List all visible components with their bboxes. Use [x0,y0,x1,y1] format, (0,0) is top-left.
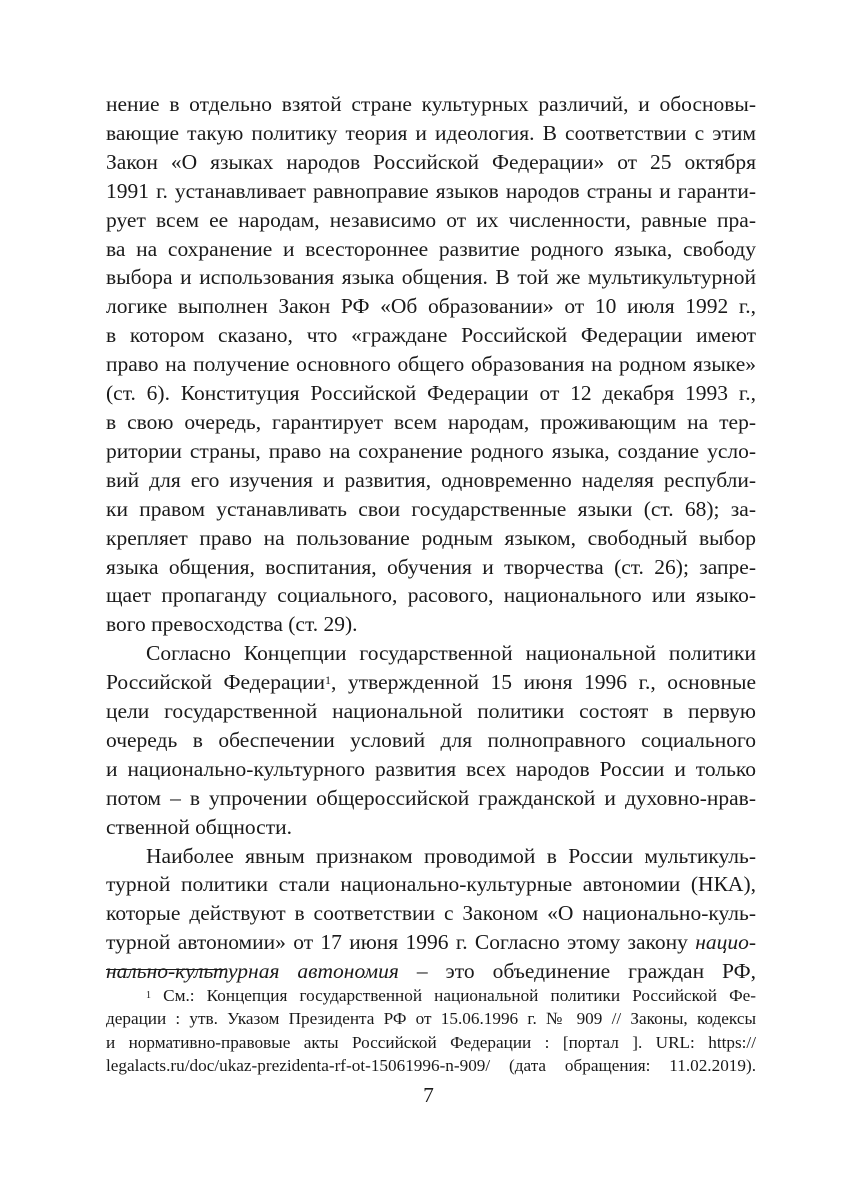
text-line: и национально-культурного развития всех народов России и только [106,756,756,781]
page-body [106,90,756,986]
footnote-line: legalacts.ru/doc/ukaz-prezidenta-rf-ot-15061996-n-909/ (дата обращения: 11.02.2019). [106,1056,756,1076]
page-number: 7 [423,1083,434,1107]
footnote-line: дерации : утв. Указом Президента РФ от 15.06.1996 г. № 909 // Законы, кодексы [106,1009,756,1029]
text-line: Согласно Концепции государственной национальной политики [146,641,756,666]
footnote-line: и нормативно-правовые акты Российской Федерации : [портал ]. URL: https:// [106,1032,756,1052]
text-line: ритории страны, право на сохранение родного языка, создание усло- [106,438,756,463]
italic-term: нацио- [695,930,757,955]
text-line: нение в отдельно взятой стране культурных различий, и обосновы- [106,92,756,116]
text-line: вий для его изучения и развития, одновременно наделяя республи- [106,467,756,492]
text-line: которые действуют в соответствии с Законом «О национально-куль- [106,901,756,926]
text-fragment: , утвержденной 15 июня 1996 г., основные [331,670,756,695]
footnote-separator [106,969,225,970]
text-line: в котором сказано, что «граждане Российской Федерации имеют [106,323,756,348]
text-line: вого превосходства (ст. 29). [106,612,358,637]
text-line: право на получение основного общего образования на родном языке» [106,352,756,377]
text-line: очередь в обеспечении условий для полноправного социального [106,727,756,752]
text-line [106,668,756,697]
text-line: цели государственной национальной политики состоят в первую [106,699,756,724]
text-fragment: См.: Концепция государственной национальной политики Российской Фе- [151,986,756,1005]
footnote [106,984,756,1078]
paragraph-1 [106,90,756,639]
text-line: рует всем ее народам, независимо от их численности, равные пра- [106,207,756,232]
italic-term: нально-культурная автономия [106,959,399,984]
footnote-line [106,984,756,1007]
text-line: логике выполнен Закон РФ «Об образовании» от 10 июля 1992 г., [106,294,756,319]
text-line: Наиболее явным признаком проводимой в России мультикуль- [146,843,756,868]
text-line: (ст. 6). Конституция Российской Федерации от 12 декабря 1993 г., [106,381,756,406]
main-text [106,90,756,986]
text-line [106,928,756,957]
paragraph-2 [106,639,756,841]
text-line: языка общения, воспитания, обучения и творчества (ст. 26); запре- [106,554,756,579]
text-line: турной политики стали национально-культурные автономии (НКА), [106,872,756,897]
text-line: ки правом устанавливать свои государственные языки (ст. 68); за- [106,496,756,521]
text-line: Закон «О языках народов Российской Федерации» от 25 октября [106,149,756,174]
footnote-mark: 1 [146,990,151,1001]
text-line: потом – в упрочении общероссийской гражданской и духовно-нрав- [106,785,756,810]
text-fragment: Российской Федерации [106,670,326,695]
text-line: вающие такую политику теория и идеология. В соответствии с этим [106,120,756,145]
text-line: выбора и использования языка общения. В той же мультикультурной [106,265,756,290]
footnote-reference[interactable]: 1 [325,673,332,688]
text-line: в свою очередь, гарантирует всем народам, проживающим на тер- [106,409,756,434]
text-line [106,957,756,986]
text-fragment: турной автономии» от 17 июня 1996 г. Согласно этому закону [106,930,688,955]
text-fragment: – это объединение граждан РФ, [398,959,756,984]
text-line: щает пропаганду социального, расового, национального или языко- [106,583,756,608]
paragraph-3 [106,842,756,987]
text-line: ственной общности. [106,814,293,839]
text-line: ва на сохранение и всестороннее развитие родного языка, свободу [106,236,756,261]
text-line: крепляет право на пользование родным языком, свободный выбор [106,525,756,550]
text-line: 1991 г. устанавливает равноправие языков народов страны и гаранти- [106,178,756,203]
